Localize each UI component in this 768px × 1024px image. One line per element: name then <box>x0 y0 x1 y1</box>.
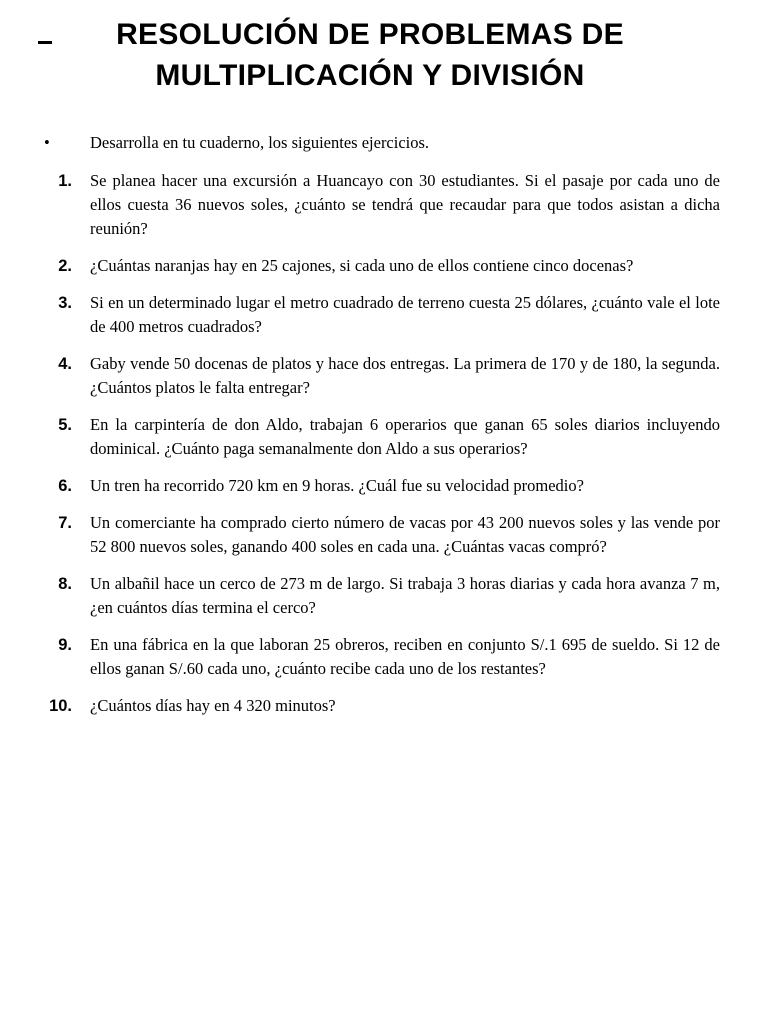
page-title <box>0 14 740 96</box>
problem-number: 6. <box>58 477 72 495</box>
problem-item <box>0 254 768 278</box>
problem-text: ¿Cuántas naranjas hay en 25 cajones, si cada uno de ellos contiene cinco docenas? <box>90 256 634 275</box>
problem-item <box>0 413 768 461</box>
page-title-line-1: RESOLUCIÓN DE PROBLEMAS DE <box>116 18 624 51</box>
problem-text: Se planea hacer una excursión a Huancayo con 30 estudiantes. Si el pasaje por cada uno de ellos cuesta 36 nuevos soles, ¿cuánto se tendrá que recaudar para que todos asistan a dicha reunión? <box>90 171 720 238</box>
problem-item <box>0 169 768 241</box>
bullet-icon: • <box>44 133 50 152</box>
problem-number: 8. <box>58 575 72 593</box>
instructions-text: Desarrolla en tu cuaderno, los siguientes ejercicios. <box>90 133 430 152</box>
problem-text: Un albañil hace un cerco de 273 m de largo. Si trabaja 3 horas diarias y cada hora avanza 7 m, ¿en cuántos días termina el cerco? <box>90 574 720 617</box>
problem-text: Un comerciante ha comprado cierto número de vacas por 43 200 nuevos soles y las vende por 52 800 nuevos soles, ganando 400 soles en cada una. ¿Cuántas vacas compró? <box>90 513 720 556</box>
problem-number: 1. <box>58 172 72 190</box>
problem-number: 2. <box>58 257 72 275</box>
problem-list <box>0 169 768 731</box>
problem-number: 7. <box>58 514 72 532</box>
problem-item <box>0 694 768 718</box>
problem-number: 5. <box>58 416 72 434</box>
problem-number: 3. <box>58 294 72 312</box>
problem-text: Si en un determinado lugar el metro cuadrado de terreno cuesta 25 dólares, ¿cuánto vale el lote de 400 metros cuadrados? <box>90 293 720 336</box>
problem-item <box>0 474 768 498</box>
problem-item <box>0 633 768 681</box>
problem-text: Un tren ha recorrido 720 km en 9 horas. ¿Cuál fue su velocidad promedio? <box>90 476 584 495</box>
problem-item <box>0 572 768 620</box>
problem-text: Gaby vende 50 docenas de platos y hace dos entregas. La primera de 170 y de 180, la segunda. ¿Cuántos platos le falta entregar? <box>90 354 720 397</box>
problem-number: 10. <box>49 697 72 715</box>
problem-text: En la carpintería de don Aldo, trabajan 6 operarios que ganan 65 soles diarios incluyendo dominical. ¿Cuánto paga semanalmente don Aldo a sus operarios? <box>90 415 720 458</box>
page-title-line-2: MULTIPLICACIÓN Y DIVISIÓN <box>155 59 585 92</box>
problem-item <box>0 291 768 339</box>
problem-text: En una fábrica en la que laboran 25 obreros, reciben en conjunto S/.1 695 de sueldo. Si 12 de ellos ganan S/.60 cada uno, ¿cuánto recibe cada uno de los restantes? <box>90 635 720 678</box>
problem-item <box>0 511 768 559</box>
problem-number: 4. <box>58 355 72 373</box>
problem-item <box>0 352 768 400</box>
problem-text: ¿Cuántos días hay en 4 320 minutos? <box>90 696 336 715</box>
problem-number: 9. <box>58 636 72 654</box>
